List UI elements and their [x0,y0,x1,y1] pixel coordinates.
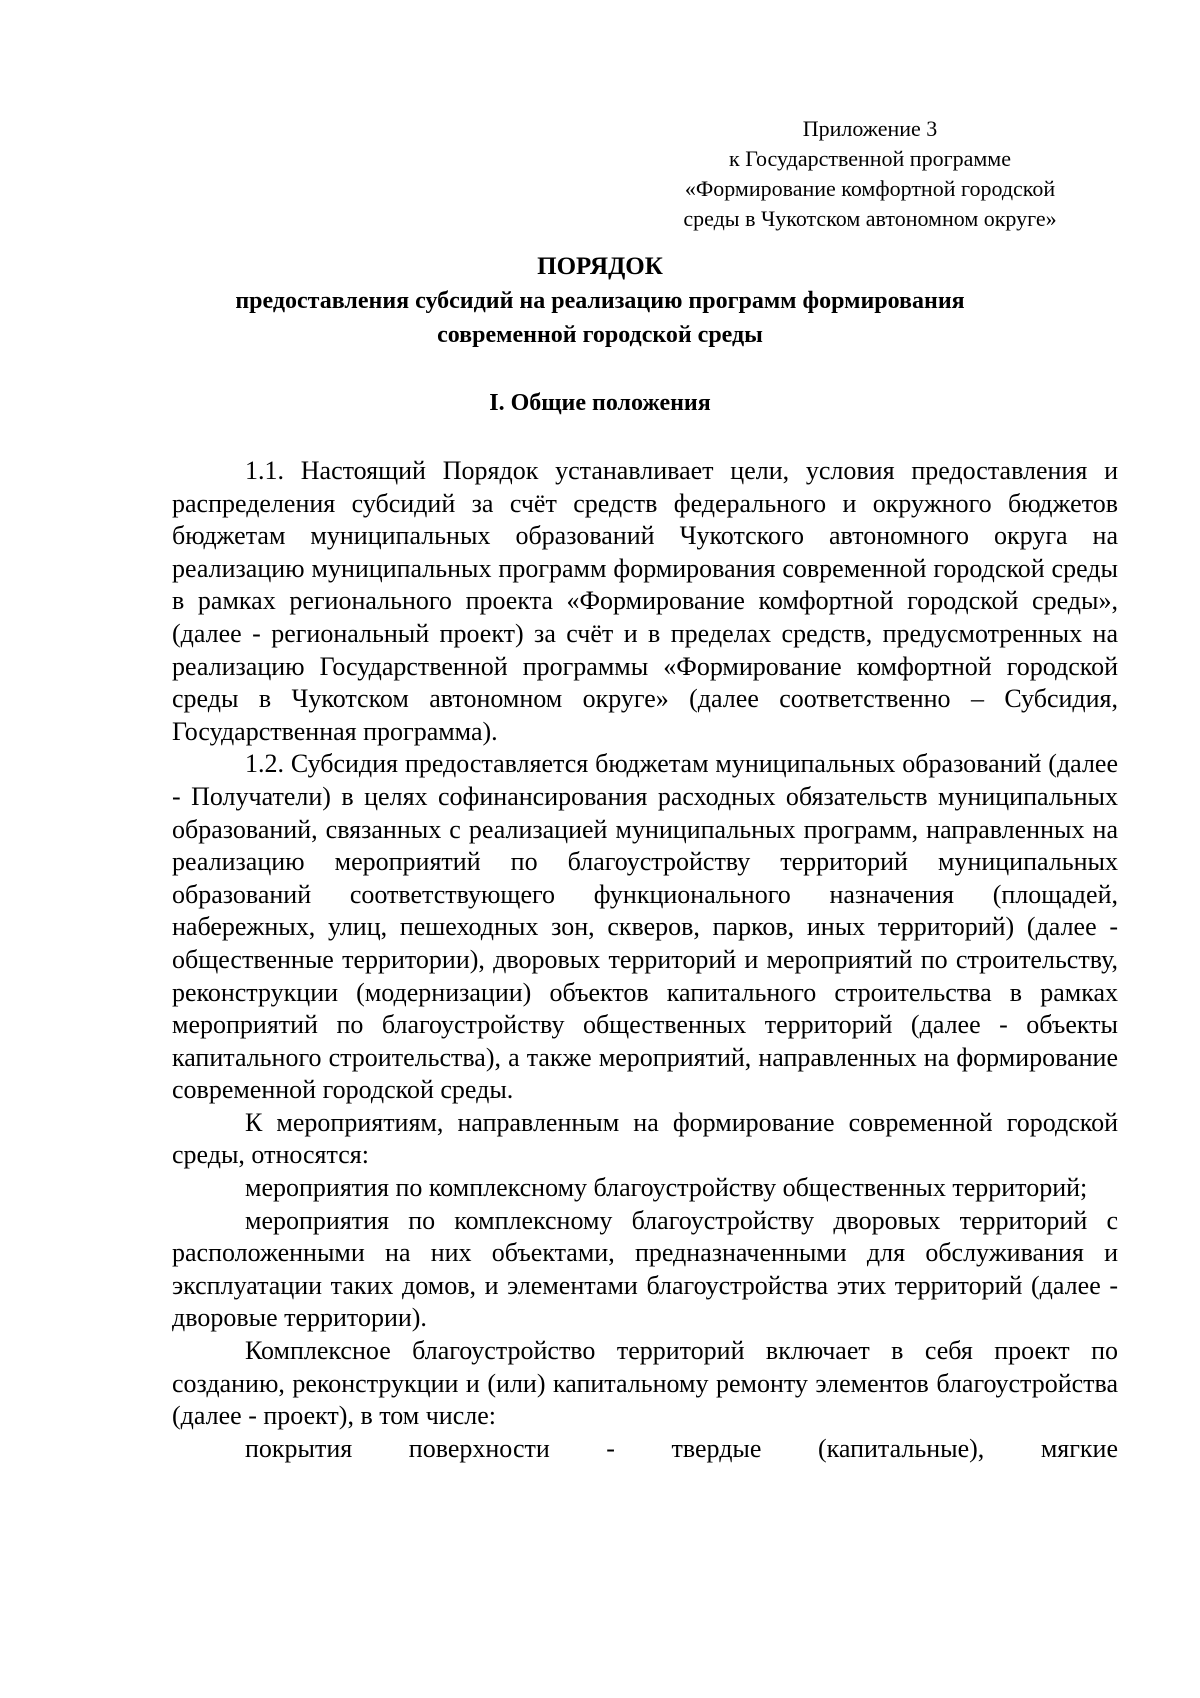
appendix-reference [640,114,1100,234]
appendix-line-2: к Государственной программе [729,146,1011,171]
paragraph-measures-intro: К мероприятиям, направленным на формирование современной городской среды, относятся: [172,1107,1118,1170]
paragraph-surface-coverings: покрытия поверхности - твердые (капитальные), мягкие [245,1433,1118,1463]
title-line-2: предоставления субсидий на реализацию программ формирования [235,288,965,314]
paragraph-1-1: 1.1. Настоящий Порядок устанавливает цели, условия предоставления и распределения субсидий за счёт средств федерального и окружного бюджетов бюджетам муниципальных образований Чукотского автономного округа на реализацию муниципальных программ формирования современной городской среды в рамках регионального проекта «Формирование комфортной городской среды», (далее - региональный проект) за счёт и в пределах средств, предусмотренных на реализацию Государственной программы «Формирование комфортной городской среды в Чукотском автономном округе» (далее соответственно – Субсидия, Государственная программа). [172,456,1118,746]
title-line-3: современной городской среды [437,322,763,348]
appendix-line-4: среды в Чукотском автономном округе» [683,206,1057,231]
title-main: ПОРЯДОК [537,253,663,280]
section-heading: I. Общие положения [489,390,711,416]
document-body [172,455,1118,1465]
paragraph-1-2: 1.2. Субсидия предоставляется бюджетам муниципальных образований (далее - Получатели) в целях софинансирования расходных обязательств муниципальных образований, связанных с реализацией муниципальных программ, направленных на реализацию мероприятий по благоустройству территорий муниципальных образований соответствующего функционального назначения (площадей, набережных, улиц, пешеходных зон, скверов, парков, иных территорий) (далее - общественные территории), дворовых территорий и мероприятий по строительству, реконструкции (модернизации) объектов капитального строительства в рамках мероприятий по благоустройству общественных территорий (далее - объекты капитального строительства), а также мероприятий, направленных на формирование современной городской среды. [172,749,1118,1105]
document-title [100,250,1100,352]
appendix-line-3: «Формирование комфортной городской [684,176,1056,201]
appendix-line-1: Приложение 3 [802,116,938,141]
paragraph-complex-improvement: Комплексное благоустройство территорий включает в себя проект по созданию, реконструкции и (или) капитальному ремонту элементов благоустройства (далее - проект), в том числе: [172,1336,1118,1431]
paragraph-public-territories: мероприятия по комплексному благоустройству общественных территорий; [245,1173,1088,1203]
paragraph-yard-territories: мероприятия по комплексному благоустройству дворовых территорий с расположенными на них объектами, предназначенными для обслуживания и эксплуатации таких домов, и элементами благоустройства этих территорий (далее - дворовые территории). [172,1205,1118,1333]
